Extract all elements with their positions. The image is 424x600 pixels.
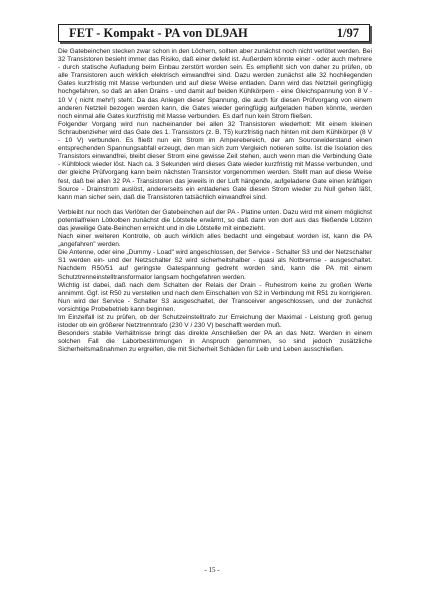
paragraph-transistor-test: Folgender Vorgang wird nun nacheinander bei allen 32 Transistoren wiederholt: Mit einem kleinen Schraubenzieher wird das Gate des 1. Transistors (z. B. T5) kurzfristig nach hinten mit dem Kühlkörper (8 V - 10 V) verbunden. Es fließt nun ein Strom im Amperebereich, der am Sourcewiderstand einen entsprechenden Spannungsabfall erzeugt, den man sich zum Vergleich notieren sollte. Ist die Isolation des Transistors einwandfrei, bleibt dieser Strom eine gewisse Zeit stehen, auch wenn man die Verbindung Gate - Kühlblock wieder löst. Nach ca. 3 Sekunden wird dieses Gate wieder kurzfristig mit Masse verbunden, und der gleiche Prüfvorgang kann beim nächsten Transistor vorgenommen werden. Stellt man auf diese Weise fest, daß bei allen 32 PA - Transistoren das jeweils in der Luft hängende, aufgeladene Gate einen kräftigen Source - Drainstrom auslöst, andererseits ein entladenes Gate diesen Strom wieder zu Null gehen läßt, kann man sicher sein, daß die Transistoren tatsächlich einwandfrei sind. bbox=[58, 120, 372, 201]
paragraph-quiescent-current: Wichtig ist dabei, daß nach dem Schalten der Relais der Drain - Ruhestrom keine zu großen Werte annimmt. Ggf. ist R50 zu verstellen und nach dem Einschalten von S2 in Verbindung mit R51 zu korrigieren. Nun wird der Service - Schalter S3 ausgeschaltet, der Transceiver angeschlossen, und der zunächst vorsichtige Probebetrieb kann beginnen. bbox=[58, 281, 372, 313]
paragraph-transformer-check: Im Einzelfall ist zu prüfen, ob der Schutzeinstelltrafo zur Erreichung der Maximal - Leistung groß genug istoder ob ein größerer Netztrenntrafo (230 V / 230 V) beschafft werden muß. bbox=[58, 314, 372, 330]
page-number: - 15 - bbox=[204, 566, 220, 574]
paragraph-final-check: Nach einer weiteren Kontrolle, ob auch wirklich alles bedacht und eingebaut worden ist, kann die PA „angefahren" werden. bbox=[58, 233, 372, 249]
paragraph-gate-discharge: Die Gatebeinchen stecken zwar schon in den Löchern, sollten aber zunächst noch nicht verlötet werden. Bei 32 Transistoren besieht immer das Risiko, daß einer defekt ist. Außerdem könnte einer - oder auch mehrere - durch statische Aufladung beim Einbau zerstört worden sein. Es empfiehlt sich von daher zu prüfen, ob alle Transistoren auch wirklich elektrisch einwandfrei sind. Dazu werden zunächst alle 32 hochliegenden Gates kurzfristig mit Masse verbunden und auf diese Weise entladen. Dann wird das Netzteil geringfügig hochgefahren, so daß an allen Drains - und damit auf beiden Kühlkörpern - eine Gleichspannung von 8 V - 10 V ( nicht mehr!) steht. Da das Anlegen dieser Spannung, die auch für diesen Prüfvorgang von einem anderen Netzteil bezogen werden kann, die Gates wieder geringfügig aufgeladen haben könnte, werden noch einmal alle Gates kurzfristig mit Masse verbunden. Es darf nun kein Strom fließen. bbox=[58, 48, 372, 120]
article-body bbox=[58, 48, 372, 354]
paragraph-mains-connection: Besonders stabile Verhältnisse bringt das direkte Anschließen der PA an das Netz. Werden in einem solchen Fall die Laborbestimmungen in Anspruch genommen, so sind jedoch zusätzliche Sicherheitsmaßnahmen zu ergreifen, die mit Sicherheit Schäden für Leib und Leben ausschließen. bbox=[58, 330, 372, 354]
paragraph-gate-soldering: Verbleibt nur noch das Verlöten der Gatebeinchen auf der PA - Platine unten. Dazu wird mit einem möglichst potentialfreien Lötkolben zunächst die Lötstelle erwärmt, so daß dann von dort aus das fließende Lötzinn das jeweilige Gate-Beinchen erreicht und in die Lötstelle mit einbezieht. bbox=[58, 208, 372, 232]
header-issue: 1/97 bbox=[336, 25, 359, 40]
paragraph-antenna-setup: Die Antenne, oder eine „Dummy - Load" wird angeschlossen, der Service - Schalter S3 und der Netzschalter S1 werden ein- und der Netzschalter S2 wird sicherheitshalber - quasi als Notbremse - ausgeschaltet. Nachdem R50/51 auf geringste Gatespannung gedreht worden sind, kann die PA mit einem Schutztrenneinstelltransformator langsam hochgefahren werden. bbox=[58, 249, 372, 281]
page-header bbox=[58, 24, 370, 42]
header-title: FET - Kompakt - PA von DL9AH bbox=[69, 25, 248, 40]
